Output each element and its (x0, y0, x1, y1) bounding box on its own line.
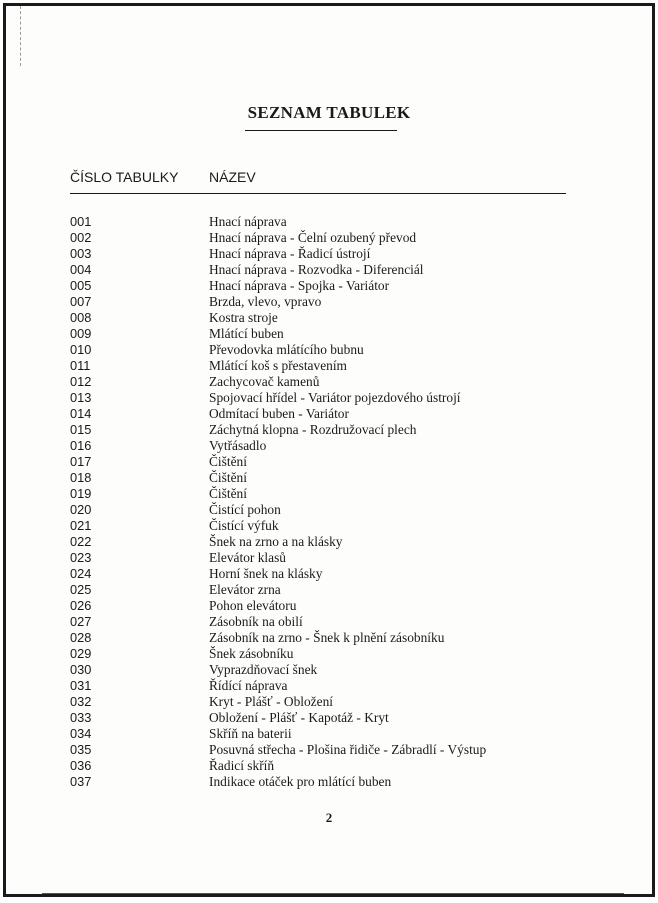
table-name: Elevátor zrna (209, 582, 281, 597)
table-number: 010 (70, 342, 92, 357)
table-number: 001 (70, 214, 92, 229)
table-name: Pohon elevátoru (209, 598, 297, 613)
table-row (6, 518, 652, 534)
table-number: 007 (70, 294, 92, 309)
table-number: 035 (70, 742, 92, 757)
table-name: Čištění (209, 454, 247, 469)
table-row (6, 438, 652, 454)
table-row (6, 710, 652, 726)
table-number: 005 (70, 278, 92, 293)
table-name: Brzda, vlevo, vpravo (209, 294, 322, 309)
table-name: Čištění (209, 486, 247, 501)
table-number: 009 (70, 326, 92, 341)
page-title: SEZNAM TABULEK (247, 103, 411, 122)
table-row (6, 230, 652, 246)
table-number: 030 (70, 662, 92, 677)
table-name: Hnací náprava - Rozvodka - Diferenciál (209, 262, 424, 277)
table-row (6, 598, 652, 614)
table-row (6, 390, 652, 406)
table-number: 018 (70, 470, 92, 485)
table-row (6, 502, 652, 518)
table-number: 020 (70, 502, 92, 517)
table-name: Řadicí skříň (209, 758, 275, 773)
table-row (6, 246, 652, 262)
column-header-name: NÁZEV (209, 169, 256, 185)
table-number: 008 (70, 310, 92, 325)
table-name: Posuvná střecha - Plošina řidiče - Zábradlí - Výstup (209, 742, 487, 757)
table-name: Převodovka mlátícího bubnu (209, 342, 364, 357)
table-row (6, 550, 652, 566)
table-row (6, 726, 652, 742)
table-name: Indikace otáček pro mlátící buben (209, 774, 392, 789)
table-number: 003 (70, 246, 92, 261)
table-row (6, 758, 652, 774)
table-row (6, 614, 652, 630)
table-name: Obložení - Plášť - Kapotáž - Kryt (209, 710, 389, 725)
table-row (6, 374, 652, 390)
table-row (6, 646, 652, 662)
table-name: Elevátor klasů (209, 550, 286, 565)
table-number: 033 (70, 710, 92, 725)
column-header-number: ČÍSLO TABULKY (70, 169, 179, 185)
table-name: Šnek na zrno a na klásky (209, 534, 343, 549)
table-row (6, 566, 652, 582)
table-number: 019 (70, 486, 92, 501)
table-name: Zásobník na obilí (209, 614, 303, 629)
table-name: Šnek zásobníku (209, 646, 294, 661)
table-row (6, 342, 652, 358)
bottom-divider (42, 893, 624, 894)
table-row (6, 470, 652, 486)
table-number: 024 (70, 566, 92, 581)
table-row (6, 662, 652, 678)
table-number: 011 (70, 358, 91, 373)
table-name: Zachycovač kamenů (209, 374, 320, 389)
table-list (6, 214, 652, 790)
table-row (6, 454, 652, 470)
table-number: 025 (70, 582, 92, 597)
table-number: 034 (70, 726, 92, 741)
title-underline (245, 130, 397, 131)
table-number: 013 (70, 390, 92, 405)
table-number: 021 (70, 518, 92, 533)
table-name: Vyprazdňovací šnek (209, 662, 318, 677)
table-number: 002 (70, 230, 92, 245)
table-row (6, 694, 652, 710)
table-name: Čistící pohon (209, 502, 281, 517)
table-name: Vytřásadlo (209, 438, 267, 453)
table-number: 028 (70, 630, 92, 645)
table-name: Skříň na baterii (209, 726, 292, 741)
margin-mark (20, 6, 21, 66)
table-row (6, 422, 652, 438)
table-name: Záchytná klopna - Rozdružovací plech (209, 422, 417, 437)
table-name: Mlátící buben (209, 326, 284, 341)
table-name: Spojovací hřídel - Variátor pojezdového ústrojí (209, 390, 461, 405)
table-row (6, 742, 652, 758)
document-page (3, 3, 655, 897)
table-name: Hnací náprava - Spojka - Variátor (209, 278, 390, 293)
table-row (6, 534, 652, 550)
table-number: 017 (70, 454, 92, 469)
table-number: 029 (70, 646, 92, 661)
table-name: Zásobník na zrno - Šnek k plnění zásobníku (209, 630, 445, 645)
table-number: 027 (70, 614, 92, 629)
table-number: 012 (70, 374, 92, 389)
table-name: Hnací náprava - Čelní ozubený převod (209, 230, 417, 245)
table-name: Hnací náprava (209, 214, 287, 229)
table-number: 031 (70, 678, 92, 693)
table-number: 032 (70, 694, 92, 709)
table-number: 026 (70, 598, 92, 613)
table-number: 036 (70, 758, 92, 773)
table-name: Odmítací buben - Variátor (209, 406, 349, 421)
table-number: 016 (70, 438, 92, 453)
header-divider (70, 193, 566, 194)
table-name: Hnací náprava - Řadicí ústrojí (209, 246, 371, 261)
table-name: Kostra stroje (209, 310, 278, 325)
table-number: 004 (70, 262, 92, 277)
table-row (6, 774, 652, 790)
table-row (6, 486, 652, 502)
table-row (6, 294, 652, 310)
table-number: 015 (70, 422, 92, 437)
table-row (6, 310, 652, 326)
table-name: Horní šnek na klásky (209, 566, 323, 581)
table-number: 023 (70, 550, 92, 565)
table-name: Kryt - Plášť - Obložení (209, 694, 333, 709)
table-name: Čistící výfuk (209, 518, 279, 533)
table-row (6, 278, 652, 294)
page-number: 2 (325, 810, 333, 825)
table-name: Mlátící koš s přestavením (209, 358, 347, 373)
table-number: 037 (70, 774, 92, 789)
table-row (6, 406, 652, 422)
table-row (6, 326, 652, 342)
table-number: 022 (70, 534, 92, 549)
table-row (6, 358, 652, 374)
table-row (6, 678, 652, 694)
table-number: 014 (70, 406, 92, 421)
table-row (6, 214, 652, 230)
table-row (6, 630, 652, 646)
table-row (6, 262, 652, 278)
table-row (6, 582, 652, 598)
table-name: Řídící náprava (209, 678, 288, 693)
table-name: Čištění (209, 470, 247, 485)
